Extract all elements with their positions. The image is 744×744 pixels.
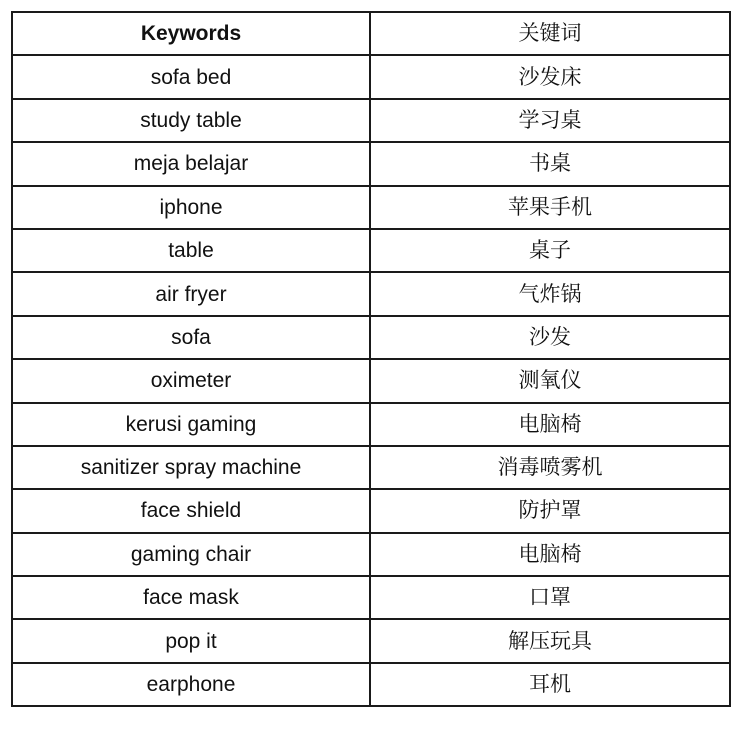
keyword-cell: meja belajar [12,142,370,185]
chinese-keyword-cell: 解压玩具 [370,619,730,662]
keyword-cell: gaming chair [12,533,370,576]
chinese-keyword-cell: 耳机 [370,663,730,706]
table-row [12,403,730,446]
keyword-cell: sofa [12,316,370,359]
chinese-keyword-cell: 气炸锅 [370,272,730,315]
header-row [12,12,730,55]
chinese-keyword-cell: 测氧仪 [370,359,730,402]
table-row [12,316,730,359]
table-row [12,142,730,185]
chinese-keyword-cell: 书桌 [370,142,730,185]
table-row [12,55,730,98]
chinese-keyword-cell: 沙发床 [370,55,730,98]
chinese-keyword-cell: 学习桌 [370,99,730,142]
chinese-keyword-cell: 电脑椅 [370,533,730,576]
table-row [12,619,730,662]
keyword-cell: face shield [12,489,370,532]
chinese-keyword-cell: 苹果手机 [370,186,730,229]
table-row [12,99,730,142]
keyword-cell: oximeter [12,359,370,402]
keyword-cell: kerusi gaming [12,403,370,446]
table-row [12,446,730,489]
chinese-keyword-cell: 电脑椅 [370,403,730,446]
table-row [12,663,730,706]
table-row [12,229,730,272]
keyword-cell: iphone [12,186,370,229]
keyword-cell: study table [12,99,370,142]
chinese-keyword-cell: 桌子 [370,229,730,272]
header-keywords: Keywords [12,12,370,55]
keyword-cell: sanitizer spray machine [12,446,370,489]
keyword-cell: table [12,229,370,272]
keywords-table [11,11,731,707]
table-row [12,186,730,229]
keyword-cell: sofa bed [12,55,370,98]
keyword-cell: earphone [12,663,370,706]
table-row [12,533,730,576]
table-row [12,576,730,619]
keyword-cell: pop it [12,619,370,662]
chinese-keyword-cell: 沙发 [370,316,730,359]
keyword-cell: face mask [12,576,370,619]
chinese-keyword-cell: 消毒喷雾机 [370,446,730,489]
chinese-keyword-cell: 口罩 [370,576,730,619]
header-keywords-chinese: 关键词 [370,12,730,55]
table-row [12,359,730,402]
chinese-keyword-cell: 防护罩 [370,489,730,532]
table-row [12,272,730,315]
keyword-cell: air fryer [12,272,370,315]
table-row [12,489,730,532]
